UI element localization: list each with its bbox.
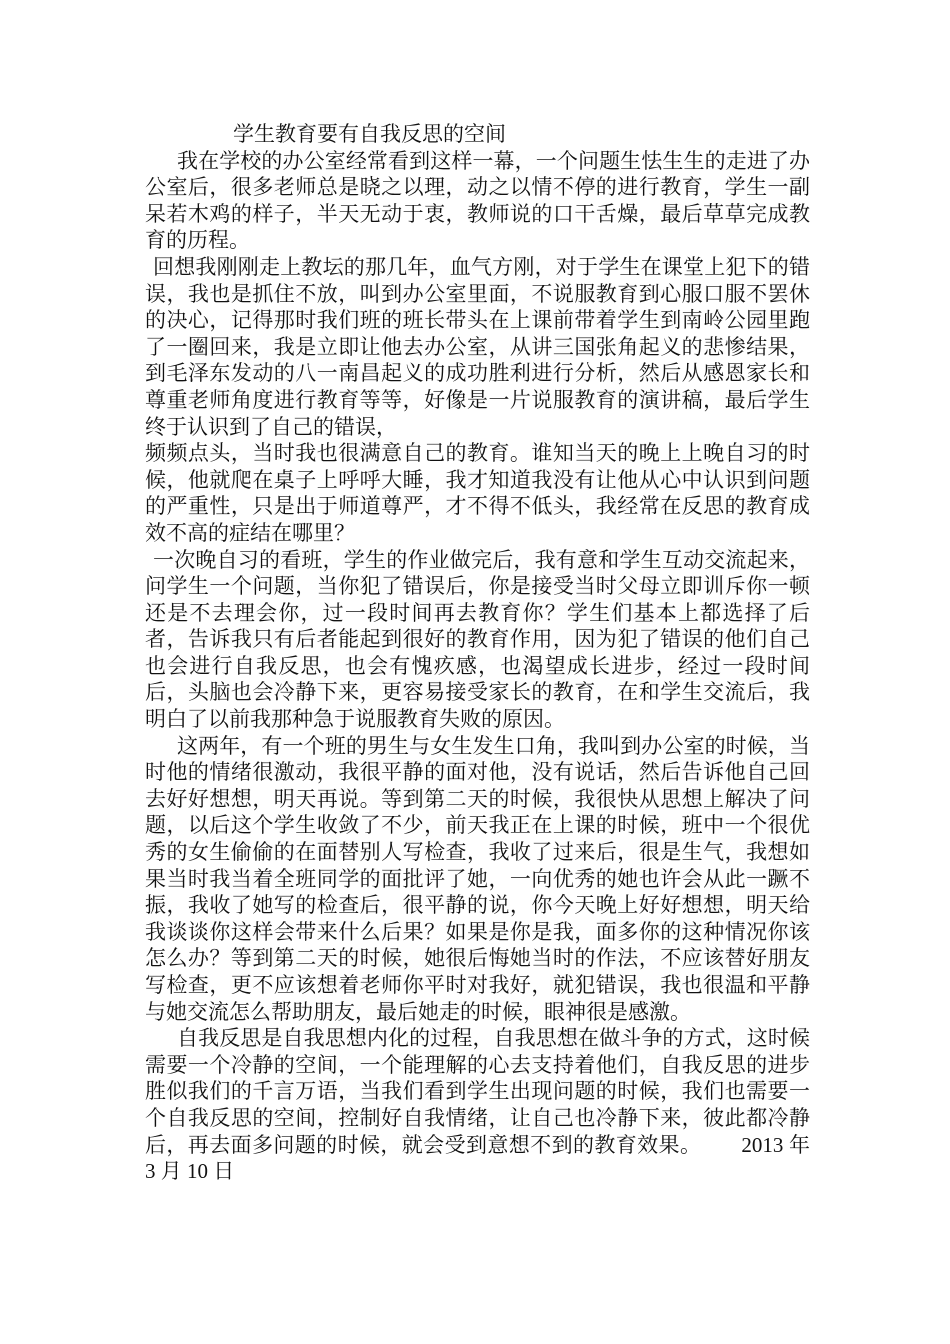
paragraph-6 bbox=[145, 1025, 810, 1185]
paragraph-2: 回想我刚刚走上教坛的那几年，血气方刚，对于学生在课堂上犯下的错误，我也是抓住不放，叫到办公室里面，不说服教育到心服口服不罢休的决心，记得那时我们班的班长带头在上课前带着学生到南岭公园里跑了一圈回来，我是立即让他去办公室，从讲三国张角起义的悲惨结果，到毛泽东发动的八一南昌起义的成功胜利进行分析，然后从感恩家长和尊重老师角度进行教育等等，好像是一片说服教育的演讲稿，最后学生终于认识到了自己的错误， bbox=[145, 254, 810, 439]
paragraph-6-text: 自我反思是自我思想内化的过程，自我思想在做斗争的方式，这时候需要一个冷静的空间，一个能理解的心去支持着他们，自我反思的进步胜似我们的千言万语，当我们看到学生出现问题的时候，我们也需要一个自我反思的空间，控制好自我情绪，让自己也冷静下来，彼此都冷静后，再去面多问题的时候，就会受到意想不到的教育效果。 bbox=[145, 1026, 810, 1157]
document-title: 学生教育要有自我反思的空间 bbox=[233, 122, 506, 146]
document-date: 2013 年 3 月 10 日 bbox=[145, 1132, 811, 1184]
paragraph-5: 这两年，有一个班的男生与女生发生口角，我叫到办公室的时候，当时他的情绪很激动，我很平静的面对他，没有说话，然后告诉他自己回去好好想想，明天再说。等到第二天的时候，我很快从思想上解决了问题，以后这个学生收敛了不少，前天我正在上课的时候，班中一个很优秀的女生偷偷的在面替别人写检查，我收了过来后，很是生气，我想如果当时我当着全班同学的面批评了她，一向优秀的她也许会从此一蹶不振，我收了她写的检查后，很平静的说，你今天晚上好好想想，明天给我谈谈你这样会带来什么后果？如果是你是我，面多你的这种情况你该怎么办？等到第二天的时候，她很后悔她当时的作法，不应该替好朋友写检查，更不应该想着老师你平时对我好，就犯错误，我也很温和平静与她交流怎么帮助朋友，最后她走的时候，眼神很是感激。 bbox=[145, 733, 810, 1024]
paragraph-1: 我在学校的办公室经常看到这样一幕，一个问题生怯生生的走进了办公室后，很多老师总是晓之以理，动之以情不停的进行教育，学生一副呆若木鸡的样子，半天无动于衷，教师说的口干舌燥，最后草草完成教育的历程。 bbox=[145, 148, 810, 253]
paragraph-3: 频频点头，当时我也很满意自己的教育。谁知当天的晚上上晚自习的时候，他就爬在桌子上呼呼大睡，我才知道我没有让他从心中认识到问题的严重性，只是出于师道尊严，才不得不低头，我经常在反思的教育成效不高的症结在哪里？ bbox=[145, 441, 810, 545]
paragraph-4: 一次晚自习的看班，学生的作业做完后，我有意和学生互动交流起来，问学生一个问题，当你犯了错误后，你是接受当时父母立即训斥你一顿还是不去理会你，过一段时间再去教育你？学生们基本上都选择了后者，告诉我只有后者能起到很好的教育作用，因为犯了错误的他们自己也会进行自我反思，也会有愧疚感，也渴望成长进步，经过一段时间后，头脑也会冷静下来，更容易接受家长的教育，在和学生交流后，我明白了以前我那种急于说服教育失败的原因。 bbox=[145, 547, 810, 732]
document-body bbox=[145, 121, 810, 1185]
